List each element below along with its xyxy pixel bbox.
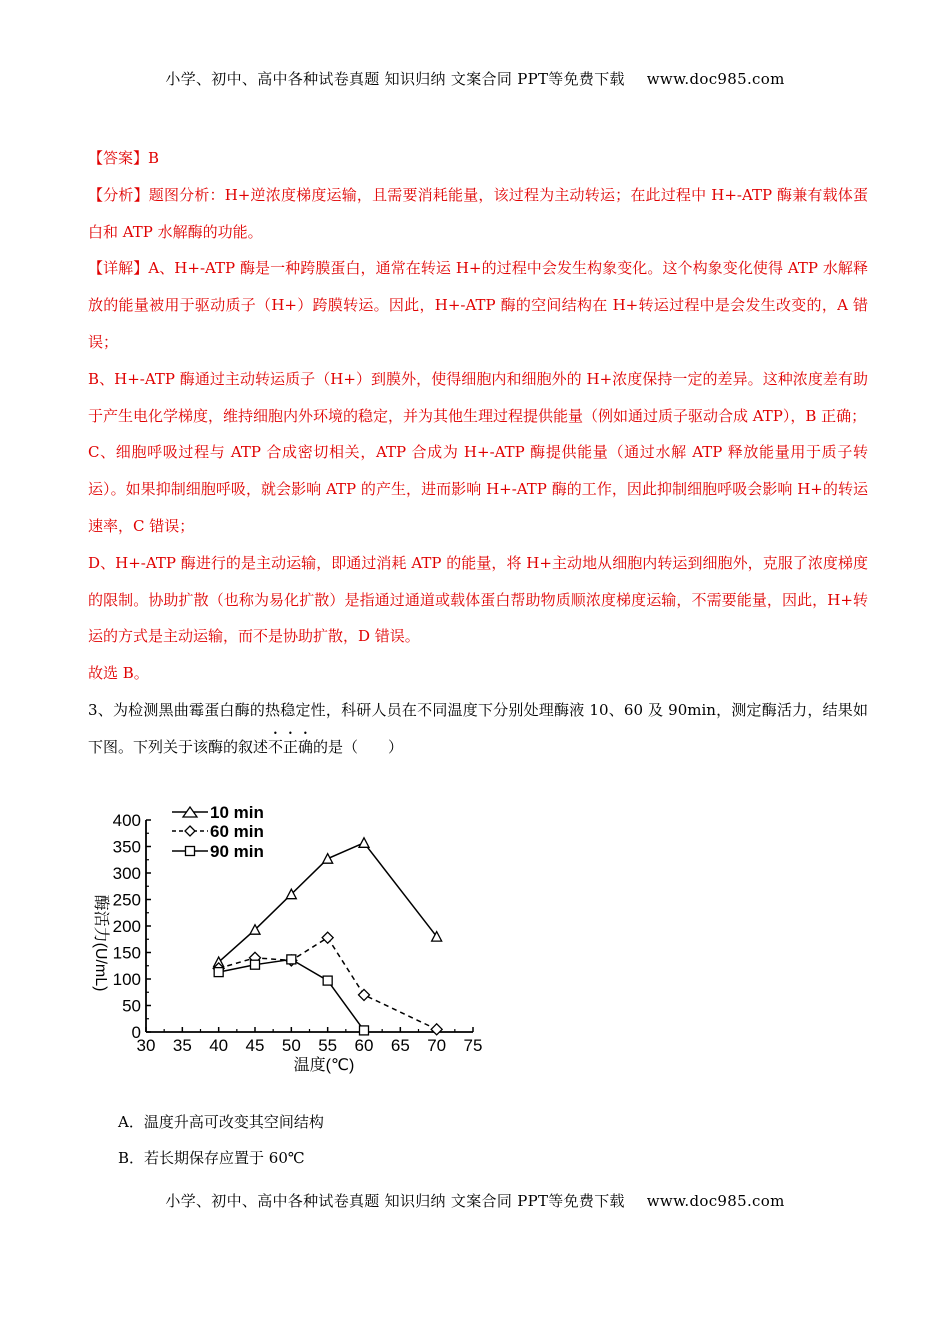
detail-label: 【详解】 [88,259,149,278]
detail-paragraph-d: D、H+-ATP 酶进行的是主动运输，即通过消耗 ATP 的能量，将 H+主动地从细胞内转运到细胞外，克服了浓度梯度的限制。协助扩散（也称为易化扩散）是指通过通道或载体蛋白帮助物质顺浓度梯度运输，不需要能量，因此，H+转运的方式是主动运输，而不是协助扩散，D 错误。 [88,553,868,646]
document-body [88,140,868,766]
y-tick-label: 0 [131,1023,141,1042]
detail-a-text: A、H+-ATP 酶是一种跨膜蛋白，通常在转运 H+的过程中会发生构象变化。这个构象变化使得 ATP 水解释放的能量被用于驱动质子（H+）跨膜转运。因此，H+-ATP 酶的空间结构在 H+转运过程中是会发生改变的，A 错误； [88,259,868,351]
x-tick-label: 45 [245,1036,265,1055]
chart-series [213,838,442,1035]
x-tick-label: 50 [281,1036,301,1055]
x-tick-label: 55 [318,1036,338,1055]
data-point-90min [360,1026,369,1035]
x-tick-label: 35 [172,1036,192,1055]
option-b-text: 若长期保存应置于 60℃ [144,1149,305,1167]
analysis-paragraph [88,177,868,251]
y-axis-label: 酶活力(U/mL) [92,894,109,992]
header-text: 小学、初中、高中各种试卷真题 知识归纳 文案合同 PPT等免费下载 [165,70,625,88]
option-a[interactable] [118,1104,324,1140]
footer-url[interactable]: www.doc985.com [646,1192,785,1210]
legend-item-90min [172,842,264,861]
conclusion-line: 故选 B。 [88,664,149,683]
y-tick-label: 200 [112,917,141,936]
data-point-90min [323,976,332,985]
analysis-text: 题图分析：H+逆浓度梯度运输，且需要消耗能量，该过程为主动转运；在此过程中 H+-ATP 酶兼有载体蛋白和 ATP 水解酶的功能。 [88,185,868,241]
series-line-90min [219,959,364,1030]
detail-paragraph-b: B、H+-ATP 酶通过主动转运质子（H+）到膜外，使得细胞内和细胞外的 H+浓度保持一定的差异。这种浓度差有助于产生电化学梯度，维持细胞内外环境的稳定，并为其他生理过程提供能量（例如通过质子驱动合成 ATP），B 正确； [88,369,868,425]
data-point-90min [251,960,260,969]
footer-text: 小学、初中、高中各种试卷真题 知识归纳 文案合同 PPT等免费下载 [165,1192,625,1210]
option-b-label: B． [118,1149,145,1167]
page-footer [0,1190,950,1211]
x-tick-label: 70 [427,1036,447,1055]
chart-axes [113,811,483,1055]
y-tick-label: 250 [112,890,141,910]
y-tick-label: 400 [112,811,141,830]
detail-paragraph-c: C、细胞呼吸过程与 ATP 合成密切相关，ATP 合成为 H+-ATP 酶提供能量（通过水解 ATP 释放能量用于质子转运）。如果抑制细胞呼吸，就会影响 ATP 的产生，进而影响 H+-ATP 酶的工作，因此抑制细胞呼吸会影响 H+的转运速率，C 错误； [88,443,868,535]
data-point-60min [359,989,370,1000]
legend-item-10min [172,803,264,822]
legend-item-60min [172,822,264,841]
option-a-label: A． [118,1113,144,1131]
question-stem-emphasis: 不正确 [268,737,314,756]
data-point-10min [323,854,333,864]
header-url[interactable]: www.doc985.com [646,70,785,88]
y-tick-label: 350 [112,837,141,857]
question-stem-part2: 的是（ ） [313,737,404,756]
data-point-60min [322,932,333,943]
page-header [0,68,950,89]
answer-options [118,1104,324,1176]
answer-value: B [148,149,160,167]
enzyme-activity-chart [90,798,490,1088]
y-tick-label: 150 [112,943,141,963]
legend-label-90min: 90 min [210,842,264,861]
answer-label: 【答案】 [88,149,149,167]
x-tick-label: 40 [209,1036,229,1055]
question-stem [88,692,868,766]
data-point-10min [359,838,369,848]
option-b[interactable] [118,1140,324,1176]
data-point-90min [287,955,296,964]
question-stem-part1: 3、为检测黑曲霉蛋白酶的热稳定性，科研人员在不同温度下分别处理酶液 10、60 及 90min，测定酶活力，结果如下图。下列关于该酶的叙述 [88,700,868,756]
x-tick-label: 75 [463,1036,483,1055]
legend-label-10min: 10 min [210,803,264,822]
legend-label-60min: 60 min [210,822,264,841]
x-tick-label: 60 [354,1036,374,1055]
detail-paragraph-a [88,250,868,360]
data-point-90min [214,968,223,977]
y-tick-label: 50 [122,996,141,1016]
legend [172,803,264,861]
y-tick-label: 300 [112,864,141,883]
x-tick-label: 65 [390,1036,410,1055]
answer-line [88,140,868,177]
option-a-text: 温度升高可改变其空间结构 [143,1113,324,1131]
data-point-60min [431,1024,442,1035]
y-tick-label: 100 [112,970,141,989]
x-axis-label: 温度(℃) [293,1057,355,1074]
analysis-label: 【分析】 [88,185,149,204]
x-tick-label: 30 [136,1036,156,1055]
